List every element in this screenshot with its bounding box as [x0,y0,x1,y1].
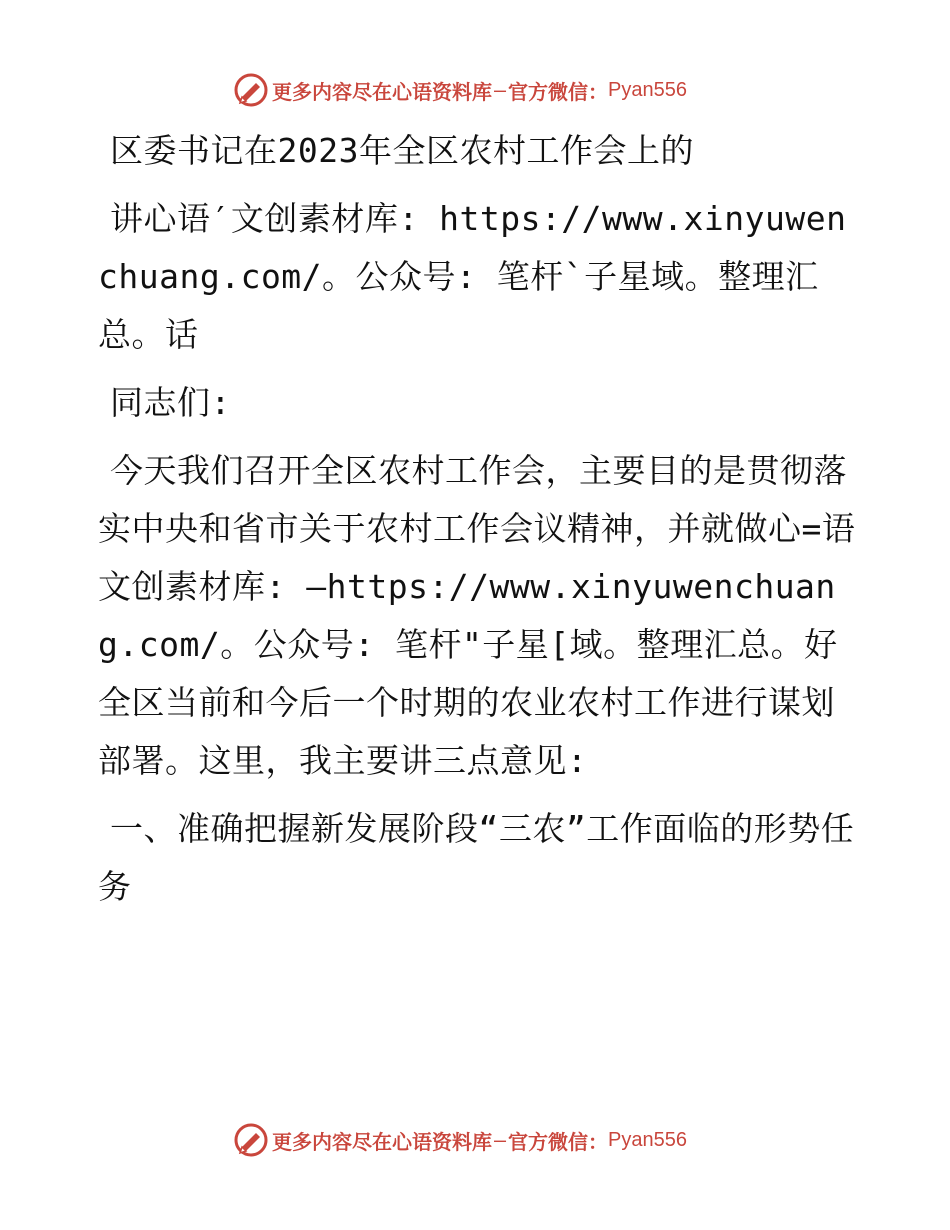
banner-separator: — [494,1128,507,1152]
document-body [98,122,858,926]
banner-wechat-id: Pyan556 [608,1128,688,1151]
document-title-line: 区委书记在2023年全区农村工作会上的 [110,131,694,170]
footer-banner-content [234,1122,687,1158]
pen-logo-icon [234,1123,268,1157]
banner-wechat-id: Pyan556 [608,78,688,101]
document-section-heading-1: 一、准确把握新发展阶段“三农”工作面临的形势任务 [98,809,855,906]
banner-separator: — [494,78,507,102]
header-banner [0,70,950,110]
banner-wechat-label: 官方微信： [508,79,609,104]
document-paragraph-intro: 今天我们召开全区农村工作会，主要目的是贯彻落实中央和省市关于农村工作会议精神，并就做心=语文创素材库: —https://www.xinyuwenchuang.com/。公众号: 笔杆"子星[域。整理汇总。好全区当前和今后一个时期的农业农村工作进行谋划部署。这里，我主要讲三点意见: [98,451,856,780]
document-paragraph-watermark-1: 讲心语′文创素材库: https://www.xinyuwenchuang.com/。公众号: 笔杆`子星域。整理汇总。话 [98,199,847,354]
pen-logo-icon [234,73,268,107]
banner-slogan: 更多内容尽在心语资料库 [272,1129,492,1154]
banner-slogan: 更多内容尽在心语资料库 [272,79,492,104]
document-salutation: 同志们: [110,383,231,422]
footer-banner [0,1120,950,1160]
header-banner-content [234,72,687,108]
banner-wechat-label: 官方微信： [508,1129,609,1154]
